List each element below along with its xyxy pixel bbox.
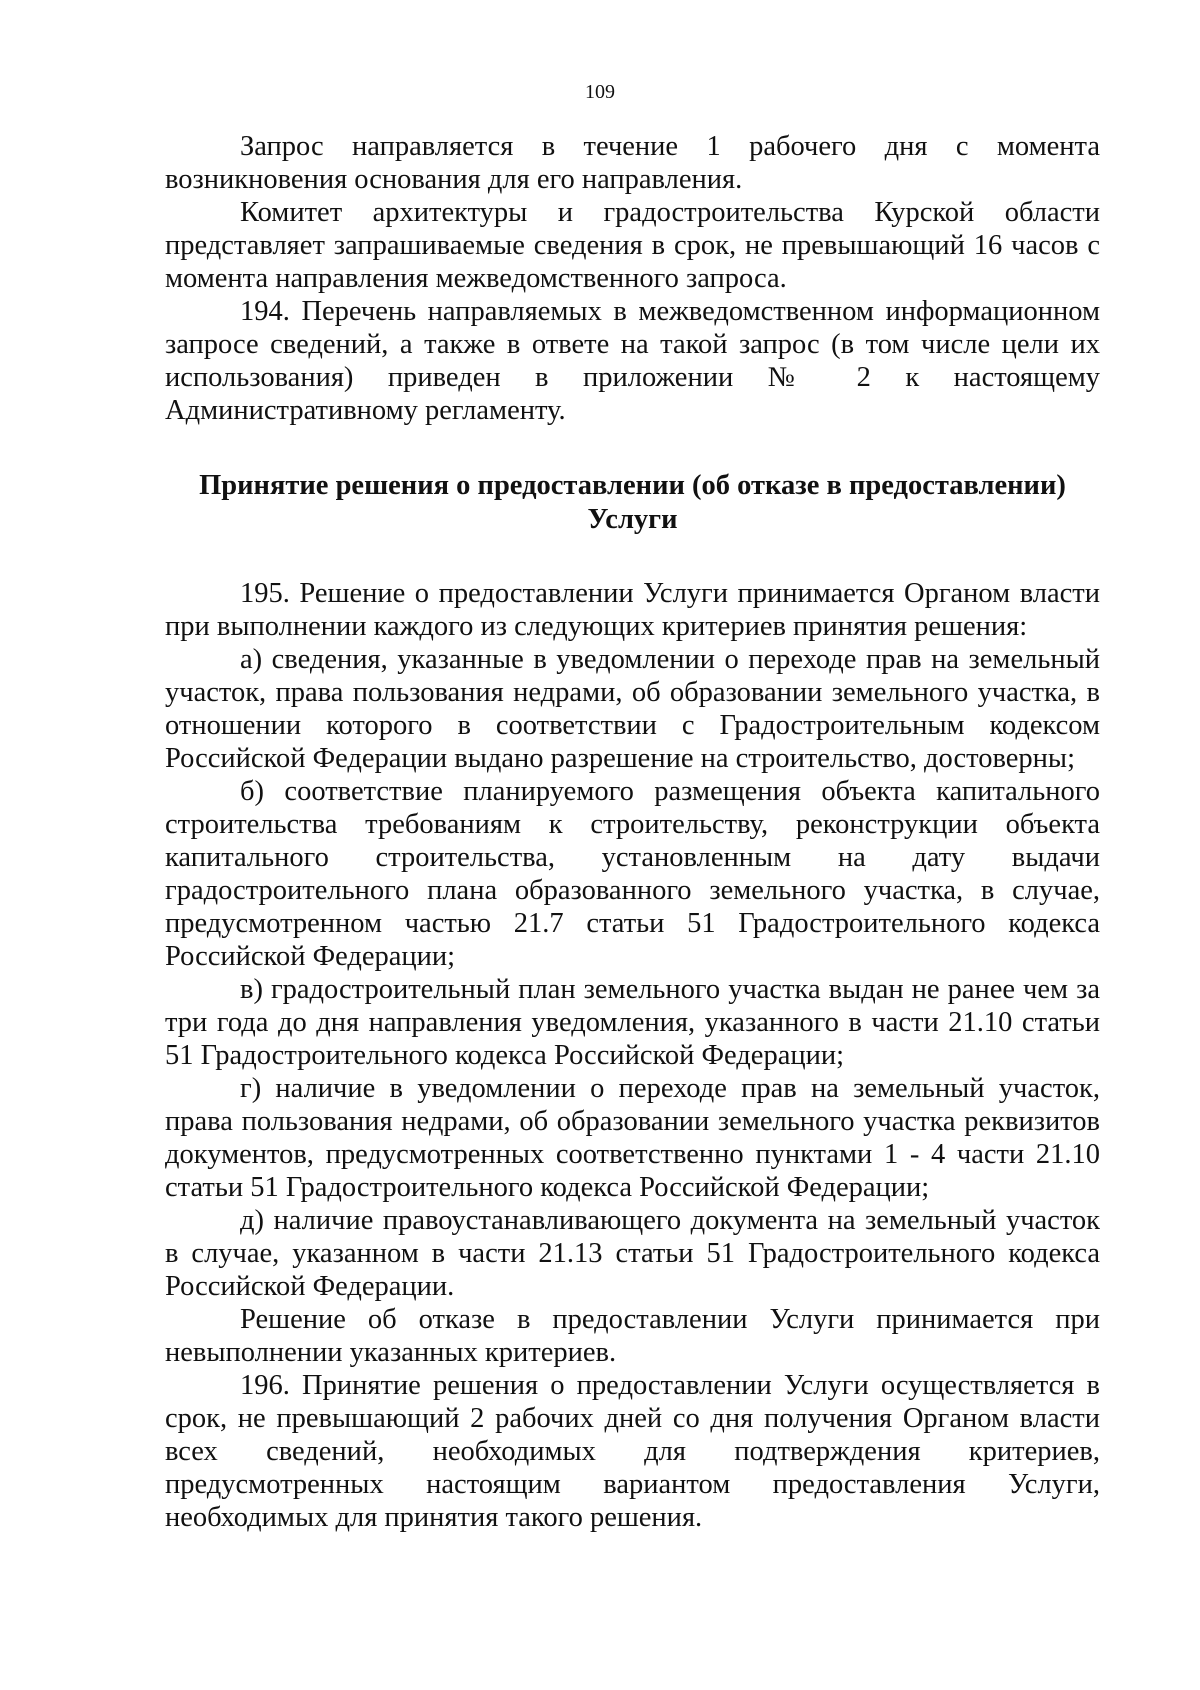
section-heading bbox=[165, 469, 1100, 537]
criterion-g: г) наличие в уведомлении о переходе прав на земельный участок, права пользования недрами, об образовании земельного участка реквизитов документов, предусмотренных соответственно пунктами 1 - 4 части 21.10 статьи 51 Градостроительного кодекса Российской Федерации; bbox=[165, 1073, 1100, 1203]
paragraph-195: 195. Решение о предоставлении Услуги принимается Органом власти при выполнении каждого из следующих критериев принятия решения: bbox=[165, 578, 1100, 642]
section-heading-line-2: Услуги bbox=[587, 504, 678, 535]
paragraph-194: 194. Перечень направляемых в межведомственном информационном запросе сведений, а также в ответе на такой запрос (в том числе цели их использования) приведен в приложении № 2 к настоящему Административному регламенту. bbox=[165, 296, 1100, 426]
paragraph-refusal: Решение об отказе в предоставлении Услуги принимается при невыполнении указанных критериев. bbox=[165, 1304, 1100, 1368]
criterion-a: а) сведения, указанные в уведомлении о переходе прав на земельный участок, права пользования недрами, об образовании земельного участка, в отношении которого в соответствии с Градостроительным кодексом Российской Федерации выдано разрешение на строительство, достоверны; bbox=[165, 644, 1100, 774]
criterion-b: б) соответствие планируемого размещения объекта капитального строительства требованиям к строительству, реконструкции объекта капитального строительства, установленным на дату выдачи градостроительного плана образованного земельного участка, в случае, предусмотренном частью 21.7 статьи 51 Градостроительного кодекса Российской Федерации; bbox=[165, 776, 1100, 972]
paragraph: Запрос направляется в течение 1 рабочего дня с момента возникновения основания для его направления. bbox=[165, 131, 1100, 195]
paragraph: Комитет архитектуры и градостроительства Курской области представляет запрашиваемые сведения в срок, не превышающий 16 часов с момента направления межведомственного запроса. bbox=[165, 197, 1100, 294]
criterion-v: в) градостроительный план земельного участка выдан не ранее чем за три года до дня направления уведомления, указанного в части 21.10 статьи 51 Градостроительного кодекса Российской Федерации; bbox=[165, 974, 1100, 1071]
page-number: 109 bbox=[585, 81, 615, 103]
criterion-d: д) наличие правоустанавливающего документа на земельный участок в случае, указанном в части 21.13 статьи 51 Градостроительного кодекса Российской Федерации. bbox=[165, 1205, 1100, 1302]
section-heading-line-1: Принятие решения о предоставлении (об отказе в предоставлении) bbox=[199, 470, 1066, 501]
paragraph-196: 196. Принятие решения о предоставлении Услуги осуществляется в срок, не превышающий 2 рабочих дней со дня получения Органом власти всех сведений, необходимых для подтверждения критериев, предусмотренных настоящим вариантом предоставления Услуги, необходимых для принятия такого решения. bbox=[165, 1370, 1100, 1533]
document-body bbox=[165, 130, 1100, 1534]
